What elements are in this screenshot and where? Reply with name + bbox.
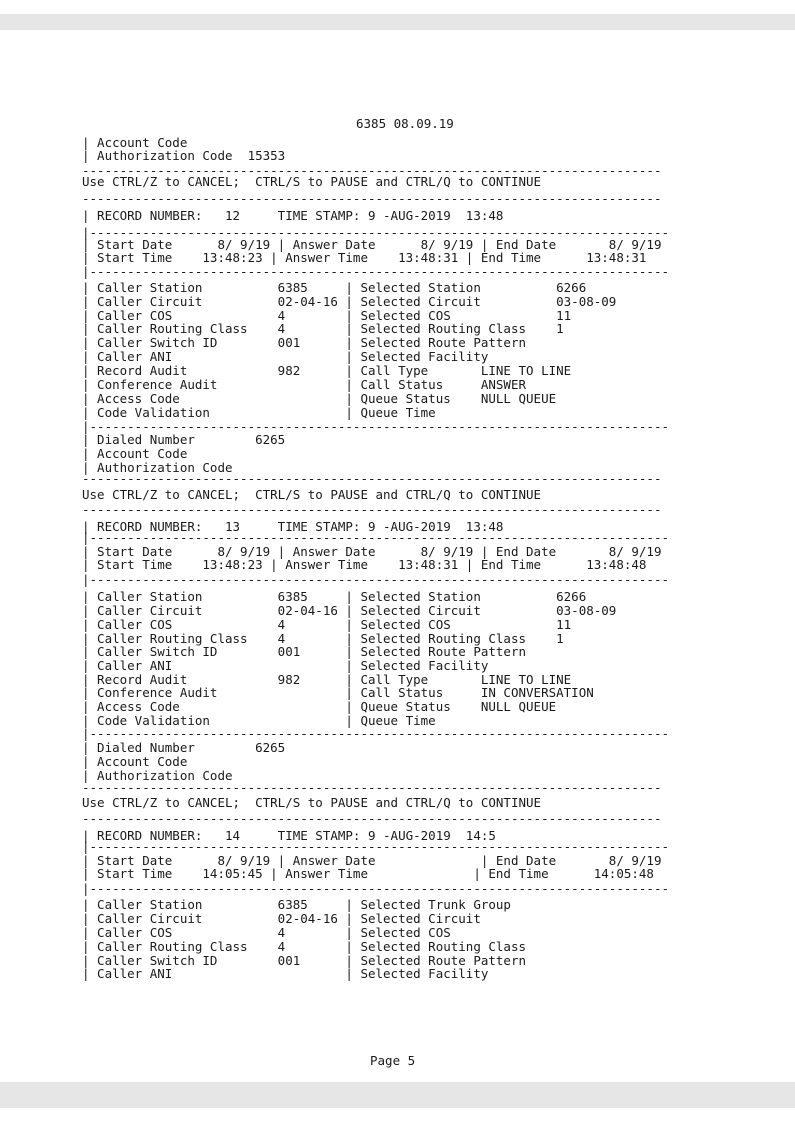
document-line: | Access Code | Queue Status NULL QUEUE [82,391,557,406]
document-line: | Caller COS 4 | Selected COS 11 [82,308,572,323]
document-line: | Start Date 8/ 9/19 | Answer Date 8/ 9/19 | End Date 8/ 9/19 [82,237,662,252]
document-line: | Caller ANI | Selected Facility [82,966,489,981]
document-line: | Account Code [82,446,188,461]
scan-bottom-band [0,1082,795,1108]
document-line: | Record Audit 982 | Call Type LINE TO LINE [82,363,572,378]
document-line: ----------------------------------------------------------------------------- [82,811,662,826]
document-line: |----------------------------------------------------------------------------- [82,839,669,854]
document-line: |----------------------------------------------------------------------------- [82,419,669,434]
document-line: | Start Date 8/ 9/19 | Answer Date | End Date 8/ 9/19 [82,853,662,868]
document-line: | Account Code [82,135,188,150]
document-line: ----------------------------------------------------------------------------- [82,191,662,206]
document-line: | RECORD NUMBER: 14 TIME STAMP: 9 -AUG-2019 14:5 [82,828,496,843]
document-line: Use CTRL/Z to CANCEL; CTRL/S to PAUSE and CTRL/Q to CONTINUE [82,487,542,502]
document-line: | RECORD NUMBER: 12 TIME STAMP: 9 -AUG-2019 13:48 [82,208,504,223]
document-line: |----------------------------------------------------------------------------- [82,264,669,279]
document-line: ----------------------------------------------------------------------------- [82,780,662,795]
document-line: | Access Code | Queue Status NULL QUEUE [82,699,557,714]
document-line: | Caller Switch ID 001 | Selected Route Pattern [82,644,527,659]
document-line: | Code Validation | Queue Time [82,405,436,420]
document-line: |----------------------------------------------------------------------------- [82,225,669,240]
document-line: | Record Audit 982 | Call Type LINE TO LINE [82,672,572,687]
document-line: | Authorization Code [82,768,233,783]
document-line: | Start Time 13:48:23 | Answer Time 13:48:31 | End Time 13:48:31 [82,250,647,265]
document-line: | Authorization Code [82,460,233,475]
document-line: |----------------------------------------------------------------------------- [82,881,669,896]
document-line: | Caller Circuit 02-04-16 | Selected Circuit 03-08-09 [82,294,617,309]
document-line: ----------------------------------------------------------------------------- [82,163,662,178]
document-line: | Caller COS 4 | Selected COS 11 [82,617,572,632]
document-line: | Caller Circuit 02-04-16 | Selected Circuit [82,911,481,926]
document-line: | Authorization Code 15353 [82,148,286,163]
document-line: | Account Code [82,754,188,769]
scan-top-band [0,14,795,30]
document-line: Use CTRL/Z to CANCEL; CTRL/S to PAUSE and CTRL/Q to CONTINUE [82,795,542,810]
document-line: | Caller Routing Class 4 | Selected Routing Class 1 [82,321,564,336]
document-line: | Dialed Number 6265 [82,432,286,447]
document-line: | Caller ANI | Selected Facility [82,658,489,673]
document-line: |----------------------------------------------------------------------------- [82,530,669,545]
page-footer: Page 5 [370,1053,416,1068]
document-line: | Start Date 8/ 9/19 | Answer Date 8/ 9/19 | End Date 8/ 9/19 [82,544,662,559]
document-line: | Dialed Number 6265 [82,740,286,755]
document-line: | Caller Station 6385 | Selected Station 6266 [82,589,587,604]
document-line: | Caller Circuit 02-04-16 | Selected Circuit 03-08-09 [82,603,617,618]
document-line: | Start Time 13:48:23 | Answer Time 13:48:31 | End Time 13:48:48 [82,557,647,572]
document-line: | Caller COS 4 | Selected COS [82,925,451,940]
document-line: |----------------------------------------------------------------------------- [82,726,669,741]
document-line: | Caller ANI | Selected Facility [82,349,489,364]
document-line: | Start Time 14:05:45 | Answer Time | End Time 14:05:48 [82,866,654,881]
document-line: | Caller Station 6385 | Selected Trunk Group [82,897,511,912]
document-line: ----------------------------------------------------------------------------- [82,502,662,517]
document-line: | Caller Switch ID 001 | Selected Route Pattern [82,335,527,350]
document-line: |----------------------------------------------------------------------------- [82,572,669,587]
page-header: 6385 08.09.19 [356,116,454,131]
document-line: | Code Validation | Queue Time [82,713,436,728]
document-line: ----------------------------------------------------------------------------- [82,471,662,486]
document-line: | Caller Routing Class 4 | Selected Routing Class 1 [82,631,564,646]
document-line: | Conference Audit | Call Status IN CONVERSATION [82,685,594,700]
document-line: | RECORD NUMBER: 13 TIME STAMP: 9 -AUG-2019 13:48 [82,519,504,534]
document-line: | Caller Station 6385 | Selected Station 6266 [82,280,587,295]
document-line: Use CTRL/Z to CANCEL; CTRL/S to PAUSE and CTRL/Q to CONTINUE [82,174,542,189]
document-line: | Caller Routing Class 4 | Selected Routing Class [82,939,527,954]
document-line: | Conference Audit | Call Status ANSWER [82,377,527,392]
document-line: | Caller Switch ID 001 | Selected Route Pattern [82,953,527,968]
